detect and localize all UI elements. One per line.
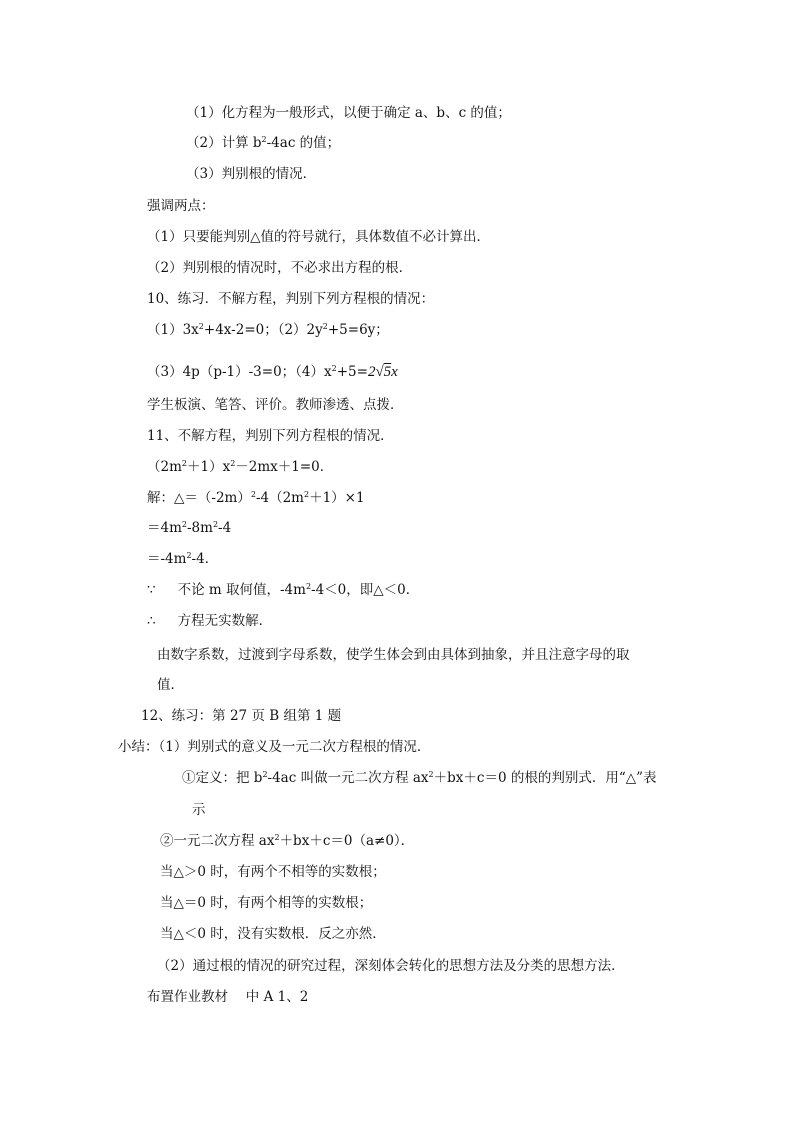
exponent: 2: [181, 459, 187, 468]
solution-text: -4（2m: [255, 490, 304, 506]
definition-text: ＋bx＋c＝0 的根的判别式．用“△”表: [433, 770, 657, 786]
emphasis-title: 强调两点：: [147, 198, 215, 214]
solution-text: -8m: [186, 520, 213, 536]
case-negative: 当△＜0 时，没有实数根．反之亦然．: [160, 926, 386, 942]
exponent: 2: [261, 135, 267, 144]
step-2: [186, 133, 340, 153]
summary-point-2: （2）通过根的情况的研究过程，深刻体会转化的思想方法及分类的思想方法．: [157, 958, 625, 974]
because-line: [147, 580, 419, 600]
solution-text: -4: [218, 520, 232, 536]
equation-text: （3）4p（p-1）-3=0；（4）x: [147, 364, 332, 380]
equation-text: ＋bx＋c＝0（a≠0）．: [279, 833, 415, 849]
exponent: 2: [322, 322, 328, 331]
solution-line-2: [147, 518, 231, 538]
exponent: 2: [428, 770, 434, 779]
emphasis-point-1: （1）只要能判别△值的符号就行，具体数值不必计算出．: [147, 229, 490, 245]
teaching-note-2: 值．: [157, 677, 184, 693]
sqrt-expression: [368, 364, 398, 380]
emphasis-point-2: （2）判别根的情况时，不必求出方程的根．: [147, 260, 413, 276]
equation-text: －2mx＋1=0．: [235, 459, 334, 475]
solution-text: ＝-4m: [147, 551, 187, 567]
solution-text: -4．: [191, 551, 219, 567]
equation-text: ②一元二次方程 ax: [160, 833, 275, 849]
exponent: 2: [303, 490, 310, 499]
step-2-text-end: -4ac 的值；: [266, 135, 341, 151]
exercise-12: 12、练习：第 27 页 B 组第 1 题: [141, 708, 342, 724]
case-positive: 当△＞0 时，有两个不相等的实数根；: [160, 864, 386, 880]
exponent: 2: [331, 364, 337, 373]
exercise-11-equation: [147, 457, 333, 477]
solution-text: ＋1）×1: [309, 490, 365, 506]
therefore-symbol: ∴: [147, 613, 156, 629]
exponent: 2: [198, 322, 204, 331]
exponent: 2: [186, 551, 192, 560]
radicand: 5: [383, 364, 392, 380]
summary-heading: 小结：（1）判别式的意义及一元二次方程根的情况．: [118, 739, 431, 755]
equation-text: （2m: [147, 459, 182, 475]
equation-text: +5=6y；: [327, 322, 389, 338]
standard-equation: [160, 831, 414, 851]
equation-text: +4x-2=0；（2）2y: [203, 322, 323, 338]
exercise-10-title: 10、练习．不解方程，判别下列方程根的情况：: [147, 291, 435, 307]
exponent: 2: [305, 582, 312, 591]
case-zero: 当△＝0 时，有两个相等的实数根；: [160, 895, 373, 911]
solution-text: ＝4m: [147, 520, 182, 536]
equation-text: +5=: [336, 364, 368, 380]
step-1: （1）化方程为一般形式，以便于确定 a、b、c 的值；: [186, 105, 511, 121]
exercise-10-items-1: [147, 320, 389, 340]
teaching-note-1: 由数字系数，过渡到字母系数，使学生体会到由具体到抽象，并且注意字母的取: [157, 647, 630, 663]
definition-line-cont: 示: [192, 802, 206, 818]
homework-assignment: 布置作业教材 中 A 1、2: [147, 989, 309, 1005]
definition-line: [182, 768, 657, 788]
exponent: 2: [274, 833, 280, 842]
equation-text: ＋1）x: [186, 459, 231, 475]
solution-line-1: [147, 488, 365, 508]
radical-sign: √: [375, 364, 384, 380]
reason-text: 不论 m 取何值，-4m: [177, 582, 306, 598]
board-work-note: 学生板演、笔答、评价。教师渗透、点拨．: [147, 397, 404, 413]
reason-text: -4＜0，即△＜0．: [311, 582, 420, 598]
because-symbol: ∵: [147, 582, 156, 598]
sqrt-coefficient: 2: [367, 364, 376, 380]
definition-text: ①定义：把 b: [182, 770, 263, 786]
exponent: 2: [212, 520, 219, 529]
sqrt-variable: x: [391, 364, 398, 380]
step-2-text: （2）计算 b: [186, 135, 262, 151]
solution-line-3: [147, 549, 218, 569]
equation-text: （1）3x: [147, 322, 199, 338]
solution-text: 解：△＝（-2m）: [147, 490, 251, 506]
conclusion-text: 方程无实数解．: [177, 613, 273, 629]
exponent: 2: [262, 770, 268, 779]
definition-text: -4ac 叫做一元二次方程 ax: [267, 770, 429, 786]
exercise-11-title: 11、不解方程，判别下列方程根的情况．: [147, 428, 394, 444]
exponent: 2: [230, 459, 236, 468]
exponent: 2: [181, 520, 187, 529]
therefore-line: [147, 611, 272, 631]
step-3: （3）判别根的情况．: [186, 166, 317, 182]
exponent: 2: [250, 490, 256, 499]
exercise-10-items-2: [147, 362, 398, 382]
